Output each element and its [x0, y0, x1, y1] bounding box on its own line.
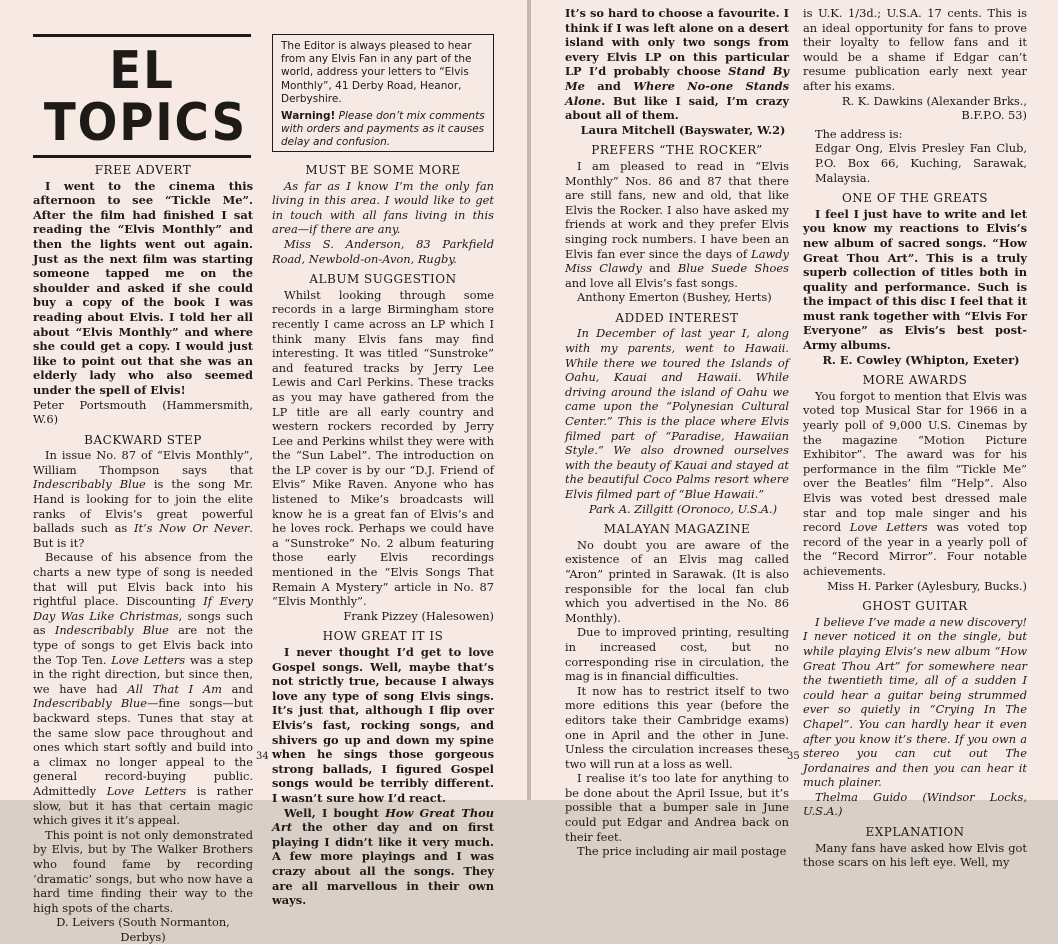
malayan-p2: Due to improved printing, resulting in increased cost, but no corresponding rise in circulation, the mag is in financial difficulties. [565, 625, 789, 684]
one-of-greats-signature: R. E. Cowley (Whipton, Exeter) [822, 352, 1020, 367]
one-of-greats-body: I feel I just have to write and let you know my reactions to Elvis’s new album of sacred songs. “How Great Thou Art”. This is a truly superb collection of titles both in quality and performance. Such is the impact of this disc I feel that it must rank together with “Elvis For Everyone” as Elvis’s best post-Army albums. [803, 206, 1027, 353]
backward-step-signature: D. Leivers (South Normanton, Derbys) [56, 915, 230, 944]
editor-notice-text: The Editor is always pleased to hear from any Elvis Fan in any part of the world, address your letters to “Elvis Monthly”, 41 Derby Road, Heanor, Derbyshire. [281, 40, 472, 105]
malayan-signature-2: B.F.P.O. 53) [961, 108, 1027, 123]
heading-malayan-magazine: MALAYAN MAGAZINE [603, 522, 751, 537]
must-be-some-more-body: As far as I know I’m the only fan living in this area. I would like to get in touch with all fans living in this area—if there are any. [272, 178, 494, 237]
page-number-35: 35 [787, 751, 800, 762]
more-awards-signature: Miss H. Parker (Aylesbury, Bucks.) [827, 578, 1027, 593]
how-great-signature: Laura Mitchell (Bayswater, W.2) [580, 122, 786, 137]
malayan-signature-1: R. K. Dawkins (Alexander Brks., [841, 93, 1027, 108]
more-awards-body: You forgot to mention that Elvis was voted top Musical Star for 1966 in a yearly poll of 9,000 U.S. Cinemas by the magazine “Motion Picture Exhibitor”. The award was for his performance in the film “Tickle Me” over the Beatles’ film “Help”. Also Elvis was voted best dressed male star and top male singer and his record Love Letters was voted top record of the year in a yearly poll of the “Record Mirror”. Four notable achievements. [803, 388, 1027, 578]
editor-notice-box [272, 34, 494, 152]
album-suggestion-signature: Frank Pizzey (Halesowen) [343, 608, 494, 623]
heading-album-suggestion: ALBUM SUGGESTION [309, 272, 457, 287]
heading-added-interest: ADDED INTEREST [615, 310, 739, 325]
malayan-p4: I realise it’s too late for anything to be done about the April Issue, but it’s possible that a bumper sale in June could put Edgar and Andrea back on their feet. [565, 771, 789, 844]
right-column-2 [803, 6, 1027, 870]
how-great-it-is-p1: I never thought I’d get to love Gospel songs. Well, maybe that’s not strictly true, because I always love any type of song Elvis sings. It’s just that, although I flip over Elvis’s fast, rocking songs, and shivers go up and down my spine when he sings those gorgeous strong ballads, I figured Gospel songs would be terribly different. I wasn’t sure how I’d react. [272, 645, 494, 805]
prefers-body: I am pleased to read in “Elvis Monthly” Nos. 86 and 87 that there are still fans, new and old, that like Elvis the Rocker. I also have asked my friends at work and they prefer Elvis singing rock numbers. I have been an Elvis fan ever since the days of Lawdy Miss Clawdy and Blue Suede Shoes and love all Elvis’s fast songs. [565, 158, 789, 290]
malayan-p1: No doubt you are aware of the existence of an Elvis mag called “Aron” printed in Sarawak. (It is also responsible for the local fan club which you advertised in the No. 86 Monthly). [565, 537, 789, 625]
backward-step-p3: This point is not only demonstrated by Elvis, but by The Walker Brothers who found fame by recording ‘dramatic’ songs, but who now have a hard time finding their way to the high spots of the charts. [33, 827, 253, 915]
editor-warning [281, 110, 485, 150]
heading-must-be-some-more: MUST BE SOME MORE [305, 163, 461, 177]
heading-more-awards: MORE AWARDS [862, 373, 968, 388]
malayan-continued: is U.K. 1/3d.; U.S.A. 17 cents. This is an ideal opportunity for fans to prove their loyalty to fellow fans and it would be a shame if Edgar can’t resume publication early next year after his exams. [803, 6, 1027, 93]
backward-step-p1: In issue No. 87 of “Elvis Monthly”, William Thompson says that Indescribably Blue is the song Mr. Hand is looking for to join the elite ranks of Elvis’s great powerful ballads such as It’s Now Or Never. But is it? [33, 448, 253, 550]
address-intro: The address is: [815, 126, 903, 141]
free-advert-signature: Peter Portsmouth (Hammersmith, W.6) [33, 397, 253, 427]
masthead-line2: TOPICS [43, 93, 248, 153]
ghost-guitar-signature: Thelma Guido (Windsor Locks, U.S.A.) [803, 789, 1027, 819]
left-column-1 [33, 163, 254, 944]
left-column-2 [272, 163, 494, 908]
heading-explanation: EXPLANATION [865, 825, 965, 840]
added-interest-signature: Park A. Zillgitt (Oronoco, U.S.A.) [588, 501, 778, 516]
must-be-some-more-signature: Miss S. Anderson, 83 Parkfield Road, Newbold-on-Avon, Rugby. [272, 236, 494, 266]
warning-text: Please don’t mix comments with orders and payments as it causes delay and confusion. [281, 110, 485, 149]
heading-prefers-the-rocker: PREFERS “THE ROCKER” [591, 143, 763, 158]
malayan-p5: The price including air mail postage [577, 844, 787, 859]
heading-free-advert: FREE ADVERT [94, 163, 192, 177]
prefers-signature: Anthony Emerton (Bushey, Herts) [577, 290, 772, 305]
free-advert-body: I went to the cinema this afternoon to see “Tickle Me”. After the film had finished I sat reading the “Elvis Monthly” and then the lights went out again. Just as the next film was starting someone tapped me on the shoulder and asked if she could buy a copy of the book I was reading about Elvis. I told her all about “Elvis Monthly” and where she could get a copy. I would just like to point out that she was an elderly lady who also seemed under the spell of Elvis! [33, 178, 253, 397]
heading-how-great-it-is: HOW GREAT IT IS [322, 629, 444, 644]
page-number-34: 34 [256, 751, 269, 762]
backward-step-p2: Because of his absence from the charts a new type of song is needed that will put Elvis back into his rightful place. Discounting If Every Day Was Like Christmas, songs such as Indescribably Blue are not the type of songs to get Elvis back into the Top Ten. Love Letters was a step in the right direction, but since then, we have had All That I Am and Indescribably Blue—fine songs—but backward steps. Tunes that stay at the same slow pace throughout and ones which start softly and build into a climax no longer appeal to the general record-buying public. Admittedly Love Letters is rather slow, but it has that certain magic which gives it it’s appeal. [33, 550, 254, 828]
how-great-continued: It’s so hard to choose a favourite. I think if I was left alone on a desert island with only two songs from every Elvis LP on this particular LP I’d probably choose Stand By Me and Where No-one Stands Alone. But like I said, I’m crazy about all of them. [565, 6, 789, 123]
left-page [0, 0, 527, 944]
heading-one-of-the-greats: ONE OF THE GREATS [841, 191, 989, 206]
heading-ghost-guitar: GHOST GUITAR [862, 599, 968, 614]
el-topics-masthead [33, 34, 251, 158]
explanation-body: Many fans have asked how Elvis got those scars on his left eye. Well, my [803, 840, 1027, 870]
added-interest-body: In December of last year I, along with my parents, went to Hawaii. While there we toured the Islands of Oahu, Kauai and Hawaii. While driving around the island of Oahu we came upon the “Polynesian Cultural Center.” This is the place where Elvis filmed part of “Paradise, Hawaiian Style.” We also drowned ourselves with the beauty of Kauai and stayed at the beautiful Coco Palms resort where Elvis filmed part of “Blue Hawaii.” [565, 326, 789, 501]
how-great-it-is-p2: Well, I bought How Great Thou Art the other day and on first playing I didn’t like it very much. A few more playings and I was crazy about all the songs. They are all marvellous in their own ways. [272, 805, 494, 908]
right-column-1 [565, 6, 789, 859]
fan-club-address: Edgar Ong, Elvis Presley Fan Club, P.O. Box 66, Kuching, Sarawak, Malaysia. [815, 141, 1027, 185]
malayan-p3: It now has to restrict itself to two more editions this year (before the editors take their Cambridge exams) one in April and the other in June. Unless the circulation increases these two will run at a loss as well. [565, 683, 789, 771]
right-page [531, 0, 1058, 870]
heading-backward-step: BACKWARD STEP [84, 432, 202, 447]
warning-label: Warning! [281, 110, 336, 123]
masthead-line1: EL [109, 41, 175, 101]
album-suggestion-body: Whilst looking through some records in a large Birmingham store recently I came across an LP which I think many Elvis fans may find interesting. It was titled “Sunstroke” and featured tracks by Jerry Lee Lewis and Carl Perkins. These tracks as you may have gathered from the LP title are all early country and western rockers recorded by Jerry Lee and Perkins whilst they were with the “Sun Label”. The introduction on the LP cover is by our “D.J. Friend of Elvis” Mike Raven. Anyone who has listened to Mike’s broadcasts will know he is a great fan of Elvis’s and he loves rock. Perhaps we could have a “Sunstroke” No. 2 album featuring those early Elvis recordings mentioned in the “Elvis Songs That Remain A Mystery” article in No. 87 “Elvis Monthly”. [272, 287, 494, 609]
ghost-guitar-body: I believe I’ve made a new discovery! I never noticed it on the single, but while playing Elvis’s new album “How Great Thou Art” for somewhere near the twentieth time, all of a sudden I could hear a guitar being strummed ever so quietly in “Crying In The Chapel”. You can hardly hear it even after you know it’s there. If you own a stereo you can cut out The Jordanaires and then you can hear it much plainer. [803, 614, 1027, 790]
